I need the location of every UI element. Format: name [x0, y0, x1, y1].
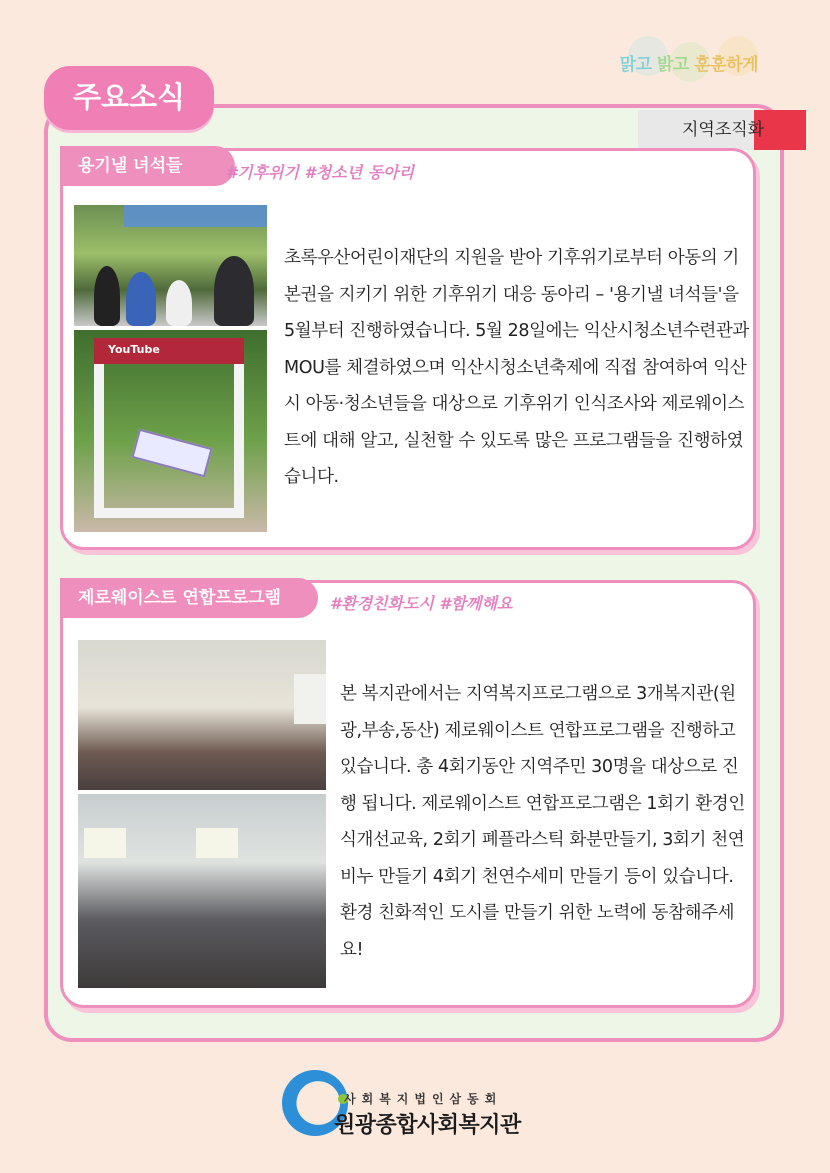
person-shape: [166, 280, 192, 326]
article2-label: 제로웨이스트 연합프로그램: [60, 578, 318, 618]
youtube-logo: YouTube: [108, 343, 160, 356]
org-name: 원광종합사회복지관: [334, 1113, 521, 1138]
slogan-word-1: 맑고: [619, 55, 652, 75]
article1-label: 용기낼 녀석들: [60, 146, 235, 186]
slogan-word-2: 밝고: [657, 55, 689, 75]
article2-hashtags: #환경친화도시 #함께해요: [330, 594, 513, 613]
org-subtitle: 사회복지법인삼동회: [344, 1092, 503, 1106]
banner-shape: [294, 674, 326, 724]
article1-hashtags: #기후위기 #청소년 동아리: [226, 163, 414, 182]
article1-body: 초록우산어린이재단의 지원을 받아 기후위기로부터 아동의 기본권을 지키기 위한 기후위기 대응 동아리 – '용기낼 녀석들'을 5월부터 진행하였습니다. 5월 28일에는 익산시청소년수련관과 MOU를 체결하였으며 익산시청소년축제에 직접 참여하여 익산시 아동·청소년들을 대상으로 기후위기 인식조사와 제로웨이스트에 대해 알고, 실천할 수 있도록 많은 프로그램들을 진행하였습니다.: [284, 248, 749, 487]
slogan: [620, 50, 758, 75]
org-logo: [282, 1068, 582, 1148]
photo-youtube-frame: [74, 330, 267, 532]
person-shape: [126, 272, 156, 326]
screen-shape: [84, 828, 126, 858]
photo-lecture: [78, 794, 326, 988]
section-title: 주요소식: [44, 66, 214, 130]
slogan-word-3: 훈훈하게: [694, 55, 758, 75]
photo-booth-activity: [74, 205, 267, 326]
article2-body: 본 복지관에서는 지역복지프로그램으로 3개복지관(원광,부송,동산) 제로웨이스트 연합프로그램을 진행하고 있습니다. 총 4회기동안 지역주민 30명을 대상으로 진행 됩니다. 제로웨이스트 연합프로그램은 1회기 환경인식개선교육, 2회기 폐플라스틱 화분만들기, 3회기 천연비누 만들기 4회기 천연수세미 만들기 등이 있습니다. 환경 친화적인 도시를 만들기 위한 노력에 동참해주세요!: [340, 684, 745, 960]
person-shape: [214, 256, 254, 326]
tent-shape: [124, 205, 267, 227]
photo-frame-prop: [94, 338, 244, 518]
category-label: 지역조직화: [682, 120, 765, 140]
screen-shape: [196, 828, 238, 858]
category-tag: [638, 110, 806, 150]
person-shape: [94, 266, 120, 326]
photo-workshop: [78, 640, 326, 790]
